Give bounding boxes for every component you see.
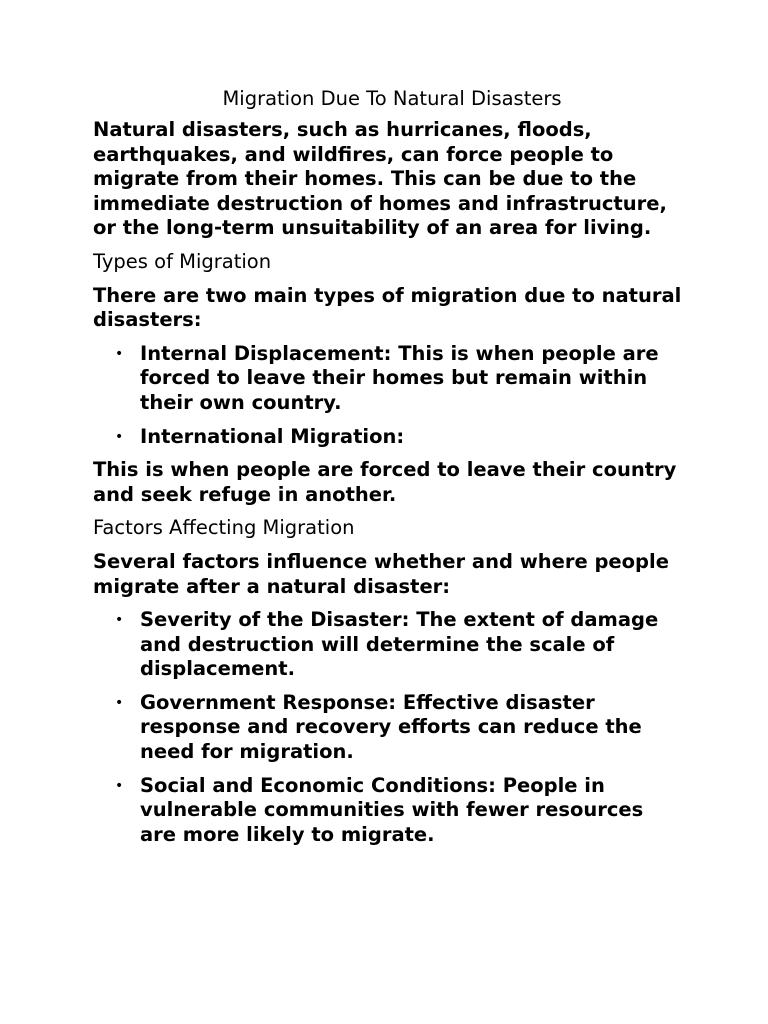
list-item xyxy=(93,774,683,848)
document-title: Migration Due To Natural Disasters xyxy=(222,87,562,110)
list-item-text: Government Response: Effective disaster response and recovery efforts can reduce the need for migration. xyxy=(140,690,642,764)
list-item xyxy=(93,425,683,450)
section-types-lead: There are two main types of migration due to natural disasters: xyxy=(93,283,682,332)
list-item-text: International Migration: xyxy=(140,424,405,448)
list-item-text: Internal Displacement: This is when people are forced to leave their homes but remain within their own country. xyxy=(140,341,659,414)
section-heading-factors: Factors Affecting Migration xyxy=(93,516,355,540)
bullet-icon: • xyxy=(115,345,124,362)
list-item xyxy=(93,342,683,416)
bullet-icon: • xyxy=(115,777,124,794)
list-item xyxy=(93,608,683,682)
bullet-icon: • xyxy=(115,612,124,629)
section-factors-lead: Several factors influence whether and where people migrate after a natural disaster: xyxy=(93,549,669,598)
bullet-icon: • xyxy=(115,428,124,445)
intro-paragraph: Natural disasters, such as hurricanes, floods, earthquakes, and wildfires, can force people to migrate from their homes. This can be due to the immediate destruction of homes and infrastructure, or the long-term unsuitability of an area for living. xyxy=(93,118,667,240)
section-heading-types: Types of Migration xyxy=(93,249,272,273)
document-page xyxy=(93,86,683,856)
bullet-icon: • xyxy=(115,694,124,711)
list-item-text: Severity of the Disaster: The extent of damage and destruction will determine the scale of displacement. xyxy=(140,608,659,681)
list-item-text: Social and Economic Conditions: People in vulnerable communities with fewer resources are more likely to migrate. xyxy=(140,773,644,846)
list-item xyxy=(93,691,683,765)
types-list xyxy=(93,342,683,449)
factors-list xyxy=(93,608,683,847)
section-types-follow: This is when people are forced to leave their country and seek refuge in another. xyxy=(93,458,677,506)
